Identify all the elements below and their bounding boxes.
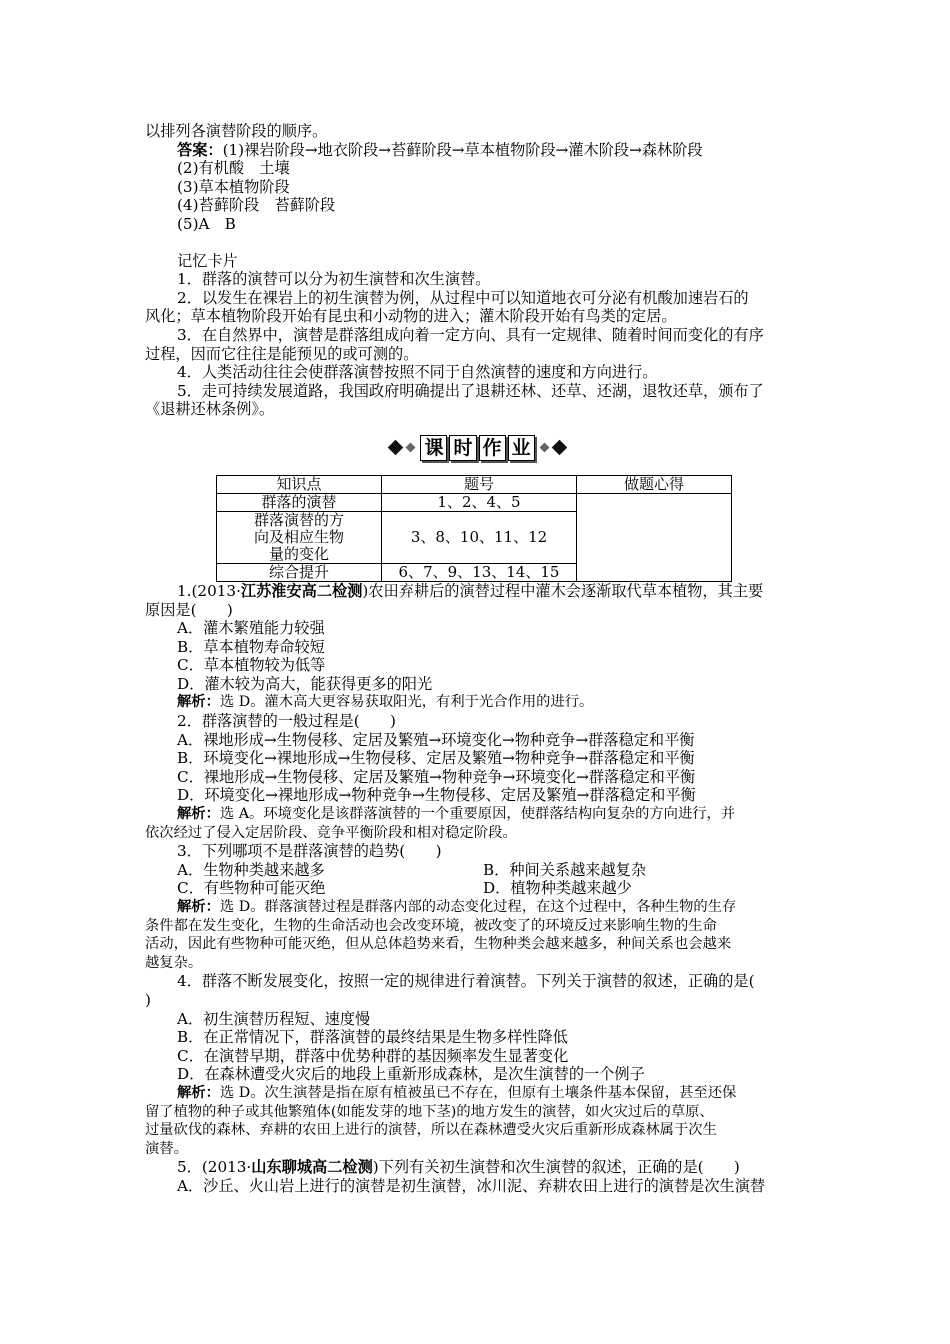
explanation: 解析：选 D。灌木高大更容易获取阳光，有利于光合作用的进行。 <box>177 694 594 711</box>
option: B．种间关系越来越复杂 <box>483 860 647 879</box>
diamond-icon <box>388 440 404 456</box>
explanation-cont: 依次经过了侵入定居阶段、竞争平衡阶段和相对稳定阶段。 <box>145 824 517 841</box>
question-3-stem: 3．下列哪项不是群落演替的趋势( ) <box>177 842 442 861</box>
answer-line: (3)草本植物阶段 <box>177 177 290 196</box>
option: A．生物种类越来越多 <box>177 860 325 879</box>
option: B．在正常情况下，群落演替的最终结果是生物多样性降低 <box>177 1028 568 1047</box>
explanation-cont: 活动，因此有些物种可能灭绝，但从总体趋势来看，生物种类会越来越多，种间关系也会越来 <box>145 936 732 953</box>
question-5-stem: 5．(2013·山东聊城高二检测)下列有关初生演替和次生演替的叙述，正确的是( ) <box>177 1158 740 1177</box>
option-row <box>145 861 810 880</box>
explanation-cont: 留了植物的种子或其他繁殖体(如能发芽的地下茎)的地方发生的演替，如火灾过后的草原、 <box>145 1103 714 1120</box>
answer-line: (5)A B <box>177 214 236 233</box>
explanation: 解析：选 A。环境变化是该群落演替的一个重要原因，使群落结构向复杂的方向进行，并 <box>177 806 736 823</box>
option: A．初生演替历程短、速度慢 <box>177 1009 371 1028</box>
table-cell: 3、8、10、11、12 <box>382 511 577 563</box>
notes-cell[interactable] <box>577 493 732 581</box>
explanation-cont: 演替。 <box>145 1140 188 1157</box>
question-4-stem-cont: ) <box>145 990 151 1009</box>
memory-card-title: 记忆卡片 <box>177 251 238 270</box>
option: A．灌木繁殖能力较强 <box>177 619 325 638</box>
option: B．环境变化→裸地形成→生物侵移、定居及繁殖→物种竞争→群落稳定和平衡 <box>177 749 695 768</box>
section-banner <box>145 431 810 465</box>
knowledge-table <box>216 475 732 582</box>
table-cell: 综合提升 <box>217 563 382 581</box>
option: C．裸地形成→生物侵移、定居及繁殖→物种竞争→环境变化→群落稳定和平衡 <box>177 767 696 786</box>
memory-item: 2．以发生在裸岩上的初生演替为例，从过程中可以知道地衣可分泌有机酸加速岩石的 <box>177 288 749 307</box>
option: C．草本植物较为低等 <box>177 656 326 675</box>
option: C．有些物种可能灭绝 <box>177 879 326 898</box>
memory-item: 1．群落的演替可以分为初生演替和次生演替。 <box>177 270 491 289</box>
page-content <box>145 122 810 1196</box>
memory-item: 3．在自然界中，演替是群落组成向着一定方向、具有一定规律、随着时间而变化的有序 <box>177 325 764 344</box>
memory-item: 4．人类活动往往会使群落演替按照不同于自然演替的速度和方向进行。 <box>177 363 658 382</box>
option-row <box>145 879 810 898</box>
answer-line-1: 答案：(1)裸岩阶段→地衣阶段→苔藓阶段→草本植物阶段→灌木阶段→森林阶段 <box>177 140 703 159</box>
answer-line: (2)有机酸 土壤 <box>177 159 290 178</box>
explanation: 解析：选 D。次生演替是指在原有植被虽已不存在，但原有土壤条件基本保留，甚至还保 <box>177 1084 737 1101</box>
table-cell: 群落的演替 <box>217 493 382 511</box>
option: A．沙丘、火山岩上进行的演替是初生演替，冰川泥、弃耕农田上进行的演替是次生演替 <box>177 1176 766 1195</box>
question-2-stem: 2．群落演替的一般过程是( ) <box>177 712 396 731</box>
question-1-stem-cont: 原因是( ) <box>145 600 233 619</box>
memory-item-cont: 过程，因而它往往是能预见的或可测的。 <box>145 344 419 363</box>
memory-item-cont: 风化；草本植物阶段开始有昆虫和小动物的进入；灌木阶段开始有鸟类的定居。 <box>145 307 677 326</box>
table-cell: 6、7、9、13、14、15 <box>382 563 577 581</box>
option: D．植物种类越来越少 <box>483 879 632 898</box>
answer-label: 答案： <box>177 140 223 159</box>
memory-item: 5．走可持续发展道路，我国政府明确提出了退耕还林、还草、还湖，退牧还草，颁布了 <box>177 381 764 400</box>
option: C．在演替早期，群落中优势种群的基因频率发生显著变化 <box>177 1046 569 1065</box>
explanation: 解析：选 D。群落演替过程是群落内部的动态变化过程，在这个过程中，各种生物的生存 <box>177 899 737 915</box>
diamond-icon <box>551 440 567 456</box>
table-header: 题号 <box>382 475 577 493</box>
option: D．环境变化→裸地形成→物种竞争→生物侵移、定居及繁殖→群落稳定和平衡 <box>177 786 696 805</box>
question-1-stem: 1.(2013·江苏淮安高二检测)农田弃耕后的演替过程中灌木会逐渐取代草本植物，其主要 <box>177 581 764 600</box>
table-cell: 1、2、4、5 <box>382 493 577 511</box>
diamond-icon <box>406 443 416 453</box>
option: D．灌木较为高大，能获得更多的阳光 <box>177 674 433 693</box>
text-line: 以排列各演替阶段的顺序。 <box>145 122 328 140</box>
option: B．草本植物寿命较短 <box>177 637 325 656</box>
table-header: 知识点 <box>217 475 382 493</box>
explanation-cont: 条件都在发生变化，生物的生命活动也会改变环境，被改变了的环境反过来影响生物的生命 <box>145 917 717 934</box>
table-header: 做题心得 <box>577 475 732 493</box>
explanation-cont: 过量砍伐的森林、弃耕的农田上进行的演替，所以在森林遭受火灾后重新形成森林属于次生 <box>145 1122 717 1139</box>
answer-line: (4)苔藓阶段 苔藓阶段 <box>177 196 336 215</box>
option: D．在森林遭受火灾后的地段上重新形成森林，是次生演替的一个例子 <box>177 1065 645 1084</box>
explanation-cont: 越复杂。 <box>145 954 203 971</box>
memory-item-cont: 《退耕还林条例》。 <box>145 400 275 419</box>
option: A．裸地形成→生物侵移、定居及繁殖→环境变化→物种竞争→群落稳定和平衡 <box>177 730 695 749</box>
question-4-stem: 4．群落不断发展变化，按照一定的规律进行着演替。下列关于演替的叙述，正确的是( <box>177 972 755 991</box>
diamond-icon <box>539 443 549 453</box>
table-cell: 群落演替的方 向及相应生物 量的变化 <box>217 511 382 563</box>
section-title: 课 时 作 业 <box>420 435 534 461</box>
